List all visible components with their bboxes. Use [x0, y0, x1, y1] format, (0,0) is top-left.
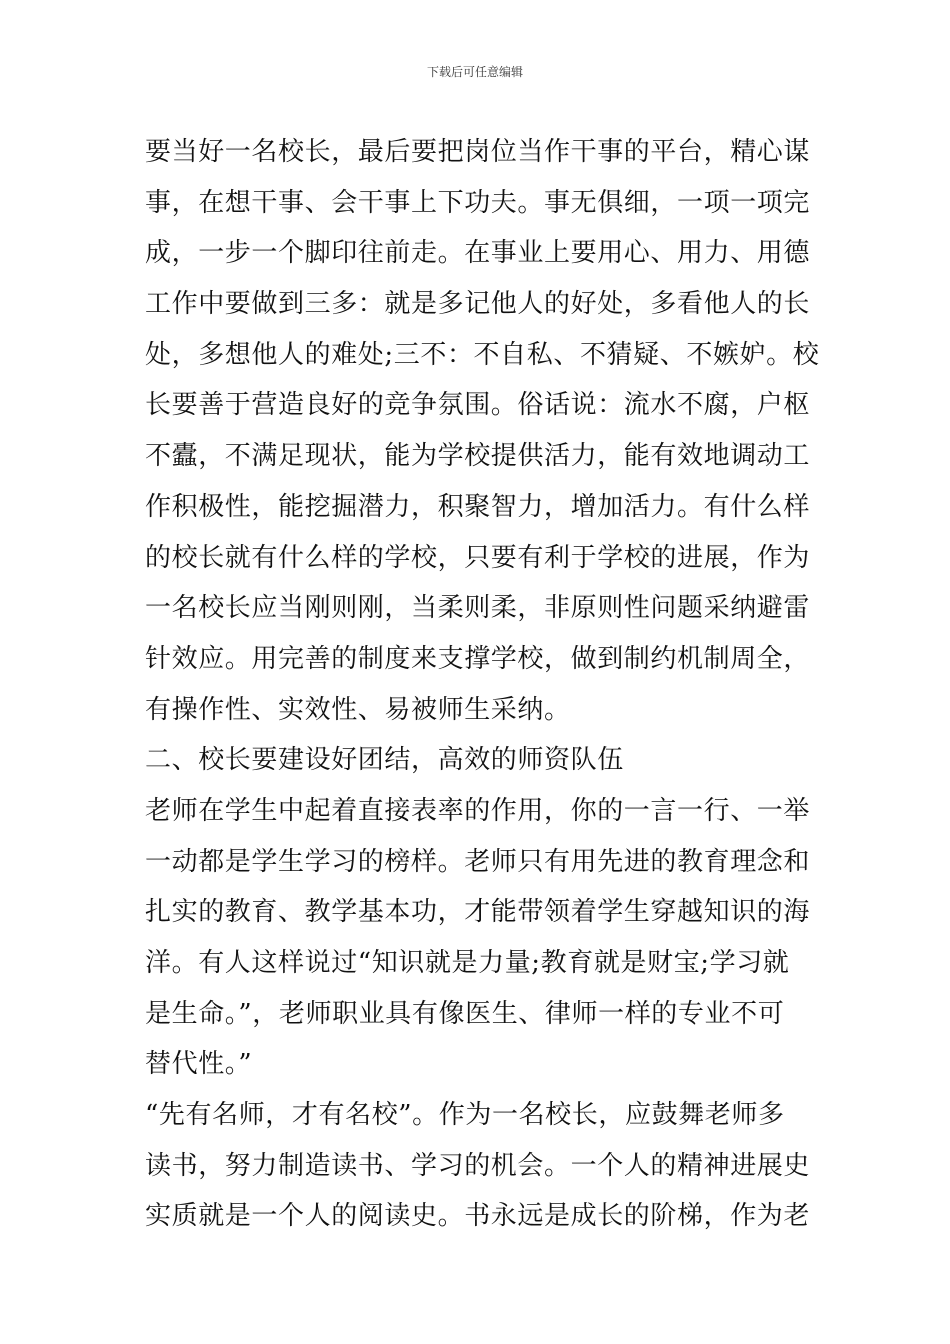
text-line: 读书，努力制造读书、学习的机会。一个人的精神进展史: [145, 1150, 811, 1181]
section-heading: 二、校长要建设好团结，高效的师资队伍: [145, 745, 624, 776]
text-line: 针效应。用完善的制度来支撑学校，做到制约机制周全，: [145, 643, 811, 674]
text-line: 扎实的教育、教学基本功，才能带领着学生穿越知识的海: [145, 897, 811, 928]
text-line: 作积极性，能挖掘潜力，积聚智力，增加活力。有什么样: [145, 491, 811, 522]
text-line: 实质就是一个人的阅读史。书永远是成长的阶梯，作为老: [145, 1201, 811, 1232]
text-line: 处，多想他人的难处;三不：不自私、不猜疑、不嫉妒。校: [145, 339, 820, 370]
text-line: 替代性。”: [145, 1049, 253, 1080]
text-line: 事，在想干事、会干事上下功夫。事无俱细，一项一项完: [145, 187, 811, 218]
text-line: 不蠹，不满足现状，能为学校提供活力，能有效地调动工: [145, 441, 811, 472]
text-line: 一名校长应当刚则刚，当柔则柔，非原则性问题采纳避雷: [145, 593, 811, 624]
text-line: 要当好一名校长，最后要把岗位当作干事的平台，精心谋: [145, 137, 811, 167]
page-header: 下载后可任意编辑: [426, 65, 523, 79]
text-line: 长要善于营造良好的竞争氛围。俗话说：流水不腐，户枢: [145, 390, 811, 421]
text-line: 的校长就有什么样的学校，只要有利于学校的进展，作为: [145, 542, 811, 573]
text-line: 成，一步一个脚印往前走。在事业上要用心、用力、用德: [145, 238, 811, 269]
text-line: 洋。有人这样说过“知识就是力量;教育就是财宝;学习就: [145, 948, 790, 978]
document-body: [145, 127, 820, 1242]
text-line: 是生命。”，老师职业具有像医生、律师一样的专业不可: [145, 998, 785, 1029]
text-line: 老师在学生中起着直接表率的作用，你的一言一行、一举: [145, 795, 811, 826]
text-line: “先有名师，才有名校”。作为一名校长，应鼓舞老师多: [145, 1100, 785, 1131]
text-line: 一动都是学生学习的榜样。老师只有用先进的教育理念和: [145, 846, 811, 877]
text-line: 有操作性、实效性、易被师生采纳。: [145, 694, 571, 725]
text-line: 工作中要做到三多：就是多记他人的好处，多看他人的长: [145, 289, 811, 320]
